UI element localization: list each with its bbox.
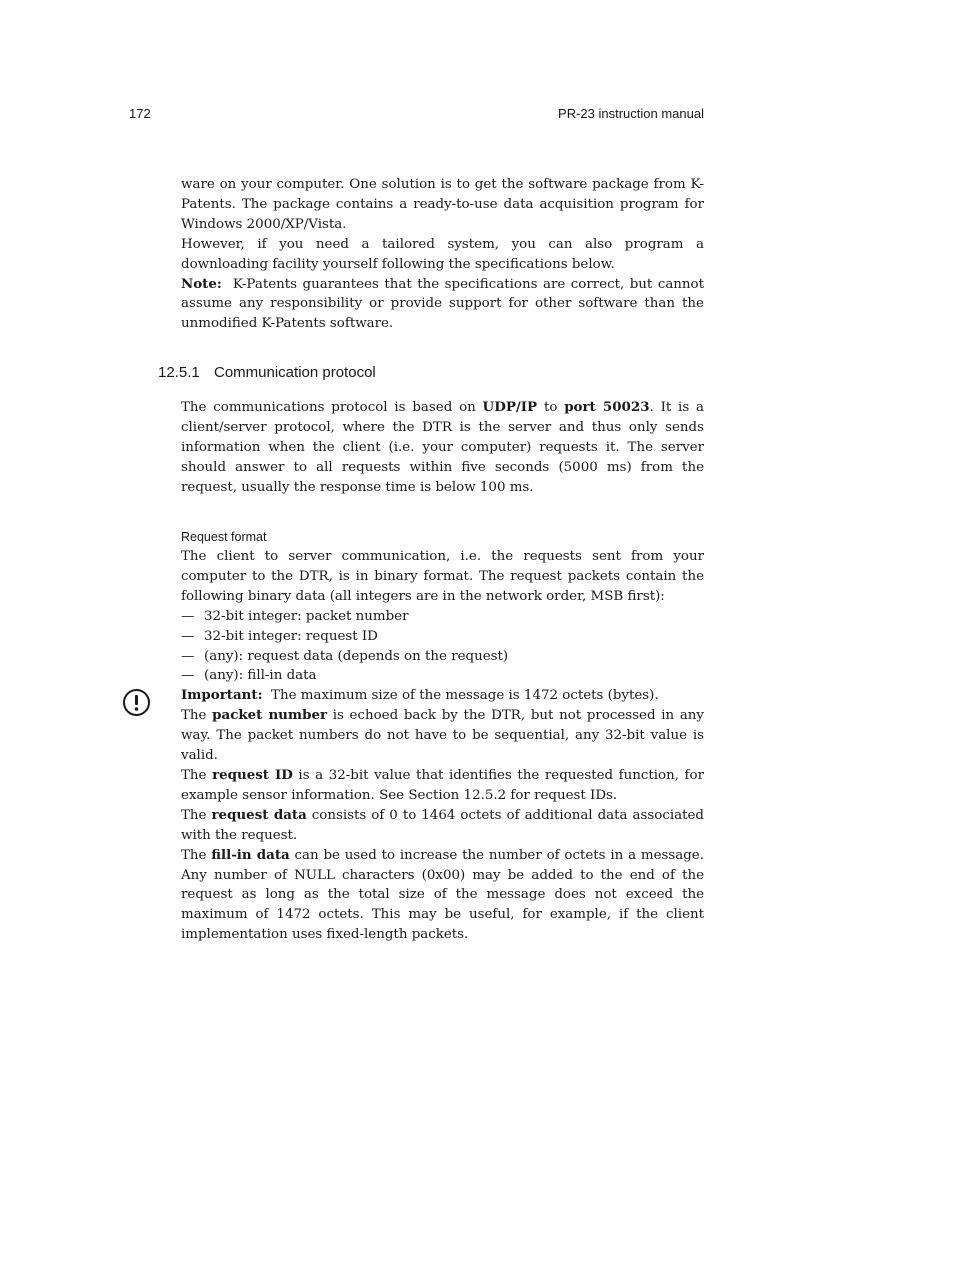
term-request-data: request data (211, 806, 307, 823)
intro-paragraph: ware on your computer. One solution is to get the software package from K-Patents. The package contains a ready-to-use data acquisition program for Windows 2000/XP/Vista. (181, 177, 704, 232)
list-item-text: (any): fill-in data (204, 668, 317, 684)
protocol-text: The communications protocol is based on (181, 400, 483, 415)
list-dash: — (181, 648, 195, 664)
paragraph-text: The (181, 767, 213, 783)
paragraph-text: The (181, 708, 213, 724)
list-item (181, 666, 704, 686)
list-dash: — (181, 668, 195, 684)
request-id-paragraph (181, 766, 704, 806)
important-label: Important: (181, 687, 263, 704)
page-header (129, 106, 704, 126)
paragraph-text: is echoed back by the DTR, but not processed in any way. The packet numbers do not have to be sequential, any 32-bit value is valid. (181, 708, 704, 764)
important-text: The maximum size of the message is 1472 octets (bytes). (271, 688, 659, 704)
protocol-paragraph (181, 398, 704, 498)
request-fields-list (181, 607, 704, 687)
paragraph-text: The (181, 847, 212, 863)
packet-number-paragraph (181, 706, 704, 766)
important-paragraph (181, 686, 704, 706)
fill-in-data-paragraph (181, 846, 704, 946)
protocol-text: to (537, 400, 565, 415)
page-number: 172 (129, 106, 151, 121)
paragraph-text: The (181, 807, 212, 823)
running-title: PR-23 instruction manual (558, 106, 704, 121)
intro-paragraph: However, if you need a tailored system, you can also program a downloading facility yourself following the specifications below. (181, 236, 704, 272)
list-dash: — (181, 628, 195, 644)
intro-text (181, 175, 704, 334)
important-icon (122, 688, 151, 717)
note-paragraph (181, 275, 704, 335)
protocol-text: . It is a client/server protocol, where the DTR is the server and thus only sends information when the client (i.e. your computer) requests it. The server should answer to all requests within five seconds (5000 ms) from the request, usually the response time is below 100 ms. (181, 400, 704, 495)
list-item-text: 32-bit integer: packet number (204, 608, 409, 624)
list-item (181, 607, 704, 627)
protocol-port: port 50023 (564, 399, 650, 415)
paragraph-text: consists of 0 to 1464 octets of additional data associated with the request. (181, 807, 704, 843)
list-item (181, 647, 704, 667)
list-item (181, 627, 704, 647)
list-dash: — (181, 608, 195, 624)
term-packet-number: packet number (212, 707, 328, 724)
term-request-id: request ID (212, 766, 293, 783)
request-format-heading: Request format (181, 530, 267, 544)
section-number: 12.5.1 (158, 364, 200, 381)
list-item-text: (any): request data (depends on the request) (204, 648, 509, 664)
note-label: Note: (181, 275, 222, 292)
request-intro: The client to server communication, i.e. the requests sent from your computer to the DTR, is in binary format. The request packets contain the following binary data (all integers are in the network order, MSB first): (181, 549, 704, 604)
section-heading (158, 363, 376, 383)
note-text: K-Patents guarantees that the specifications are correct, but cannot assume any responsibility or provide support for other software than the unmodified K-Patents software. (181, 276, 705, 332)
request-format-body (181, 547, 704, 945)
protocol-udp: UDP/IP (482, 399, 538, 415)
request-data-paragraph (181, 806, 704, 846)
list-item-text: 32-bit integer: request ID (204, 628, 378, 644)
term-fill-in-data: fill-in data (211, 846, 290, 863)
section-title: Communication protocol (214, 364, 376, 381)
paragraph-text: can be used to increase the number of octets in a message. Any number of NULL characters (0x00) may be added to the end of the request as long as the total size of the message does not exceed the maximum of 1472 octets. This may be useful, for example, if the client implementation uses fixed-length packets. (181, 847, 704, 943)
paragraph-text: is a 32-bit value that identifies the requested function, for example sensor information. See Section 12.5.2 for request IDs. (181, 767, 704, 803)
